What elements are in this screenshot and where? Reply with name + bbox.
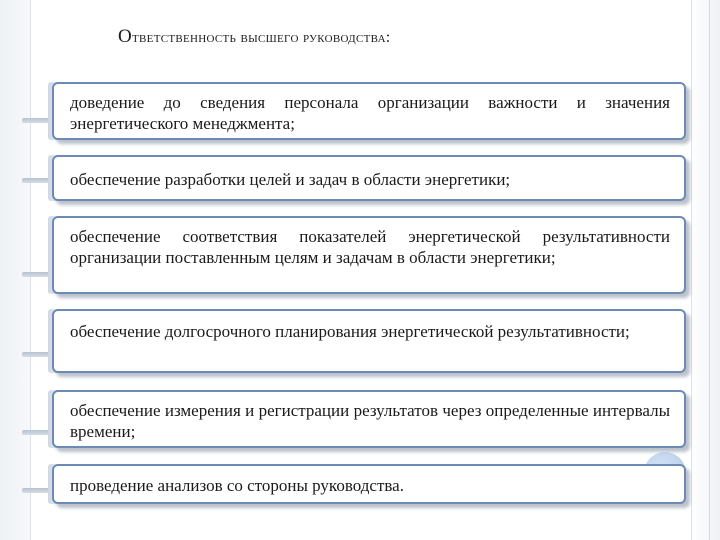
list-item [52,82,686,140]
slide-title-rest: тветственность высшего руководства: [132,29,391,46]
list-item [52,464,686,504]
list-item [52,155,686,201]
list-item-text: обеспечение соответствия показателей энергетической результативности организации поставленным целям и задачам в области энергетики; [70,227,670,267]
right-decorative-stripe [691,0,720,540]
slide-title [118,26,391,48]
list-item [52,390,686,448]
list-item [52,216,686,294]
right-stripe-line [709,0,710,540]
left-decorative-stripe [0,0,31,540]
list-item-text: обеспечение разработки целей и задач в области энергетики; [70,170,511,189]
list-item [52,309,686,373]
slide-title-initial: О [118,26,133,47]
list-item-text: доведение до сведения персонала организации важности и значения энергетического менеджмента; [70,93,670,133]
list-item-text: обеспечение измерения и регистрации результатов через определенные интервалы времени; [70,401,670,441]
list-item-text: проведение анализов со стороны руководства. [70,476,404,495]
list-item-text: обеспечение долгосрочного планирования энергетической результативности; [70,322,630,341]
